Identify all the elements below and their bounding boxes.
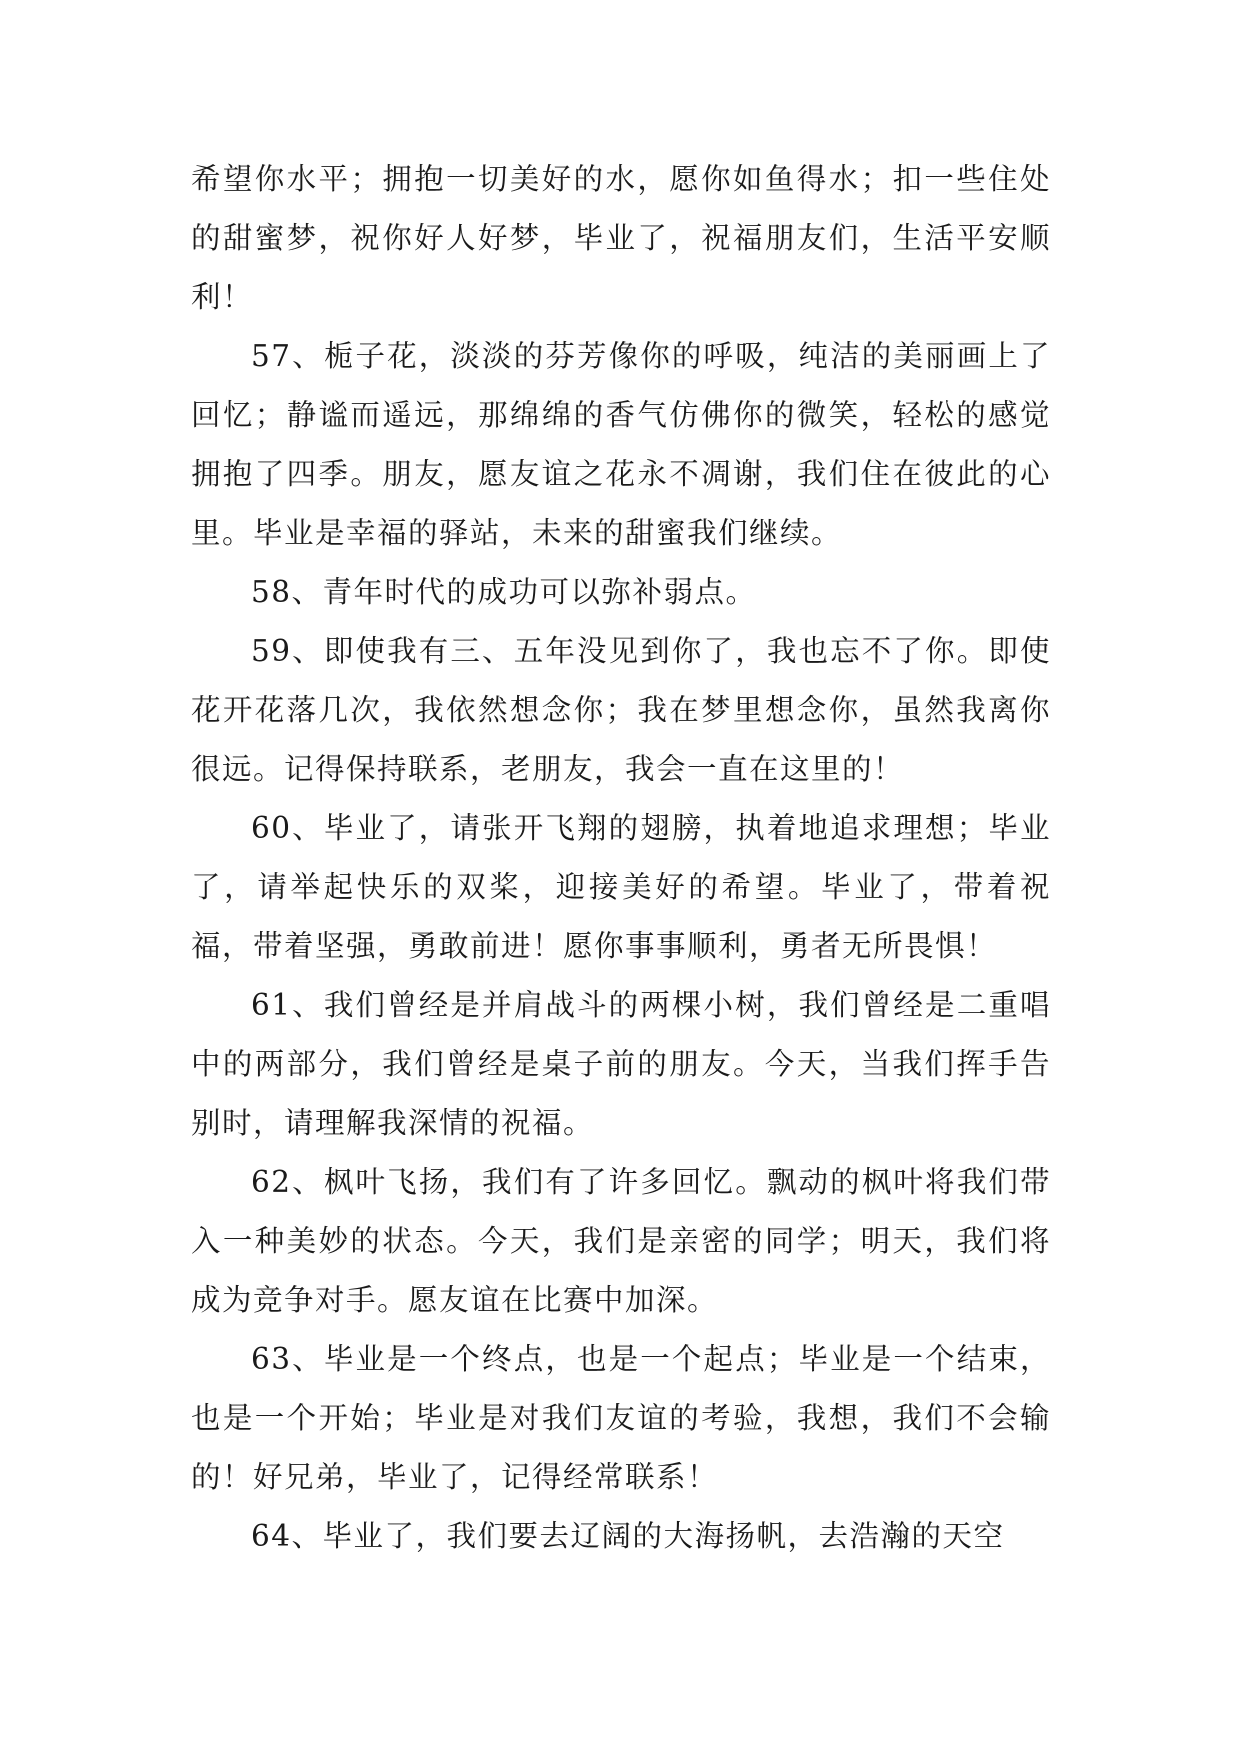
paragraph-62: 62、枫叶飞扬，我们有了许多回忆。飘动的枫叶将我们带入一种美妙的状态。今天，我们是亲密的同学；明天，我们将成为竞争对手。愿友谊在比赛中加深。 bbox=[191, 1165, 1051, 1317]
document-body bbox=[191, 150, 1051, 1566]
paragraph-63: 63、毕业是一个终点，也是一个起点；毕业是一个结束，也是一个开始；毕业是对我们友谊的考验，我想，我们不会输的！好兄弟，毕业了，记得经常联系！ bbox=[191, 1342, 1051, 1494]
paragraph-continued: 希望你水平；拥抱一切美好的水，愿你如鱼得水；扣一些住处的甜蜜梦，祝你好人好梦，毕业了，祝福朋友们，生活平安顺利！ bbox=[191, 162, 1051, 314]
paragraph-61: 61、我们曾经是并肩战斗的两棵小树，我们曾经是二重唱中的两部分，我们曾经是桌子前的朋友。今天，当我们挥手告别时，请理解我深情的祝福。 bbox=[191, 988, 1051, 1140]
paragraph-58: 58、青年时代的成功可以弥补弱点。 bbox=[251, 575, 757, 609]
paragraph-59: 59、即使我有三、五年没见到你了，我也忘不了你。即使花开花落几次，我依然想念你；我在梦里想念你，虽然我离你很远。记得保持联系，老朋友，我会一直在这里的！ bbox=[191, 634, 1051, 786]
paragraph-64: 64、毕业了，我们要去辽阔的大海扬帆，去浩瀚的天空 bbox=[251, 1519, 1005, 1553]
paragraph-57: 57、栀子花，淡淡的芬芳像你的呼吸，纯洁的美丽画上了回忆；静谧而遥远，那绵绵的香气仿佛你的微笑，轻松的感觉拥抱了四季。朋友，愿友谊之花永不凋谢，我们住在彼此的心里。毕业是幸福的驿站，未来的甜蜜我们继续。 bbox=[191, 339, 1051, 550]
paragraph-60: 60、毕业了，请张开飞翔的翅膀，执着地追求理想；毕业了，请举起快乐的双桨，迎接美好的希望。毕业了，带着祝福，带着坚强，勇敢前进！愿你事事顺利，勇者无所畏惧！ bbox=[191, 811, 1051, 963]
